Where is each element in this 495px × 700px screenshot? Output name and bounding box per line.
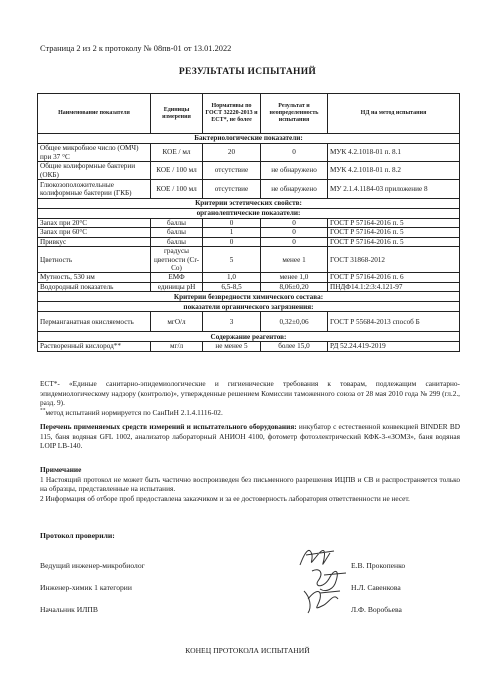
- est-note: ЕСТ*- «Единые санитарно-эпидемиологические и гигиенические требования к товарам, подлежащим санитарно-эпидемиологическому надзору (контролю)», утвержденные решением Комиссии таможенного союза от 28 мая 2010 года № 299 (гл.2., разд. 9).: [40, 379, 460, 407]
- signer-name-1: Е.В. Прокопенко: [351, 561, 406, 570]
- col-header-units: Единицы измерения: [151, 94, 203, 134]
- cell-method: ГОСТ Р 57164-2016 п. 5: [328, 219, 460, 228]
- table-row: [38, 282, 460, 291]
- remarks-label: Примечание: [40, 465, 82, 474]
- remark-1: 1 Настоящий протокол не может быть частично воспроизведен без письменного разрешения ИЦПВ и СВ и распространяется только на образцы, представленные на испытания.: [40, 474, 460, 493]
- cell-units: КОЕ / мл: [151, 144, 203, 162]
- signer-role-3: Начальник ИЛПВ: [40, 605, 98, 614]
- table-row: [38, 312, 460, 332]
- cell-indicator: Водородный показатель: [38, 282, 151, 291]
- cell-result: 0: [261, 237, 328, 246]
- cell-units: баллы: [151, 219, 203, 228]
- cell-indicator: Глюкозоположительные колиформные бактерии (ГКБ): [38, 180, 151, 199]
- cell-indicator: Привкус: [38, 237, 151, 246]
- cell-norm: отсутствие: [203, 180, 261, 199]
- section-title: Содержание реагентов:: [38, 332, 460, 342]
- cell-result: менее 1: [261, 247, 328, 273]
- page-title: РЕЗУЛЬТАТЫ ИСПЫТАНИЙ: [178, 67, 317, 77]
- col-header-norms: Нормативы по ГОСТ 32220-2013 и ЕСТ*, не более: [203, 94, 261, 134]
- cell-norm: отсутствие: [203, 162, 261, 180]
- cell-method: ГОСТ Р 57164-2016 п. 5: [328, 228, 460, 237]
- table-row: [38, 342, 460, 351]
- cell-norm: 0: [203, 219, 261, 228]
- cell-result: не обнаружено: [261, 162, 328, 180]
- cell-units: КОЕ / 100 мл: [151, 162, 203, 180]
- star2-note: [40, 408, 460, 418]
- cell-indicator: Запах при 20°С: [38, 219, 151, 228]
- cell-norm: 5: [203, 247, 261, 273]
- cell-result: 0: [261, 144, 328, 162]
- cell-method: ПНДФ14.1:2:3:4.121-97: [328, 282, 460, 291]
- cell-indicator: Запах при 60°С: [38, 228, 151, 237]
- section-row: [38, 134, 460, 144]
- section-title: Бактериологические показатели:: [38, 134, 460, 144]
- star2-mark: **: [40, 407, 46, 414]
- cell-result: 0: [261, 219, 328, 228]
- cell-method: ГОСТ Р 55684-2013 способ Б: [328, 312, 460, 332]
- section-row: [38, 332, 460, 342]
- table-row: [38, 162, 460, 180]
- section-title: показатели органического загрязнения:: [38, 302, 460, 312]
- cell-method: МУК 4.2.1018-01 п. 8.1: [328, 144, 460, 162]
- table-header-row: [38, 94, 460, 134]
- cell-units: единицы pH: [151, 282, 203, 291]
- section-row: [38, 209, 460, 219]
- table-row: [38, 144, 460, 162]
- cell-norm: 20: [203, 144, 261, 162]
- col-header-indicator: Наименование показателя: [38, 94, 151, 134]
- cell-result: 0,32±0,06: [261, 312, 328, 332]
- cell-norm: 1: [203, 228, 261, 237]
- cell-indicator: Мутность, 530 нм: [38, 273, 151, 282]
- table-row: [38, 247, 460, 273]
- cell-norm: 3: [203, 312, 261, 332]
- cell-norm: 0: [203, 237, 261, 246]
- col-header-result: Результат и неопределенность испытания: [261, 94, 328, 134]
- cell-units: баллы: [151, 237, 203, 246]
- cell-indicator: Цветность: [38, 247, 151, 273]
- cell-indicator: Перманганатная окисляемость: [38, 312, 151, 332]
- cell-result: не обнаружено: [261, 180, 328, 199]
- cell-units: баллы: [151, 228, 203, 237]
- cell-method: МУК 4.2.1018-01 п. 8.2: [328, 162, 460, 180]
- cell-norm: не менее 5: [203, 342, 261, 351]
- table-row: [38, 237, 460, 246]
- section-row: [38, 199, 460, 209]
- section-row: [38, 302, 460, 312]
- notes-block: [40, 379, 460, 417]
- cell-indicator: Общее микробное число (ОМЧ) при 37 °С: [38, 144, 151, 162]
- cell-method: МУ 2.1.4.1184-03 приложение 8: [328, 180, 460, 199]
- equipment-label: Перечень применяемых средств измерений и испытательного оборудования:: [40, 422, 297, 431]
- col-header-method: НД на метод испытания: [328, 94, 460, 134]
- cell-norm: 1,0: [203, 273, 261, 282]
- cell-units: мгО/л: [151, 312, 203, 332]
- signoff-title: Протокол проверили:: [40, 531, 115, 540]
- equipment-text: инкубатор с естественной конвекцией BINDER BD 115, баня водяная GFL 1002, анализатор лабораторный АНИОН 4100, фотометр фотоэлектрический КФК-3-«ЗОМЗ», баня водяная LOIP LB-140.: [40, 422, 460, 450]
- cell-units: КОЕ / 100 мл: [151, 180, 203, 199]
- table-row: [38, 219, 460, 228]
- cell-method: ГОСТ Р 57164-2016 п. 6: [328, 273, 460, 282]
- table-row: [38, 180, 460, 199]
- section-row: [38, 292, 460, 302]
- cell-indicator: Общие колиформные бактерии (ОКБ): [38, 162, 151, 180]
- cell-method: РД 52.24.419-2019: [328, 342, 460, 351]
- signer-name-2: Н.Л. Савенкова: [351, 583, 401, 592]
- remarks-block: [40, 465, 460, 503]
- cell-units: мг/л: [151, 342, 203, 351]
- section-title: Критерии эстетических свойств:: [38, 199, 460, 209]
- signature-3: [298, 585, 344, 617]
- section-title: Критерии безвредности химического состава:: [38, 292, 460, 302]
- remark-2: 2 Информация об отборе проб предоставлена заказчиком и за ее достоверность лаборатория ответственности не несет.: [40, 493, 410, 503]
- table-row: [38, 273, 460, 282]
- cell-norm: 6,5-8,5: [203, 282, 261, 291]
- cell-result: 0: [261, 228, 328, 237]
- cell-result: 8,06±0,20: [261, 282, 328, 291]
- equipment-block: [40, 422, 460, 451]
- table-row: [38, 228, 460, 237]
- star2-text: метод испытаний нормируется по СанПиН 2.1.4.1116-02.: [45, 407, 223, 417]
- signer-role-1: Ведущий инженер-микробиолог: [40, 561, 145, 570]
- cell-indicator: Растворенный кислород**: [38, 342, 151, 351]
- signer-name-3: Л.Ф. Воробьева: [351, 605, 402, 614]
- cell-method: ГОСТ 31868-2012: [328, 247, 460, 273]
- cell-result: более 15,0: [261, 342, 328, 351]
- section-title: органолептические показатели:: [38, 209, 460, 219]
- signer-role-2: Инженер-химик 1 категории: [40, 583, 132, 592]
- results-table: [37, 93, 460, 352]
- page-header: Страница 2 из 2 к протоколу № 08пв-01 от 13.01.2022: [40, 44, 232, 53]
- cell-method: ГОСТ Р 57164-2016 п. 5: [328, 237, 460, 246]
- end-of-protocol: КОНЕЦ ПРОТОКОЛА ИСПЫТАНИЙ: [185, 646, 310, 655]
- cell-units: градусы цветности (Cr-Co): [151, 247, 203, 273]
- cell-units: ЕМФ: [151, 273, 203, 282]
- cell-result: менее 1,0: [261, 273, 328, 282]
